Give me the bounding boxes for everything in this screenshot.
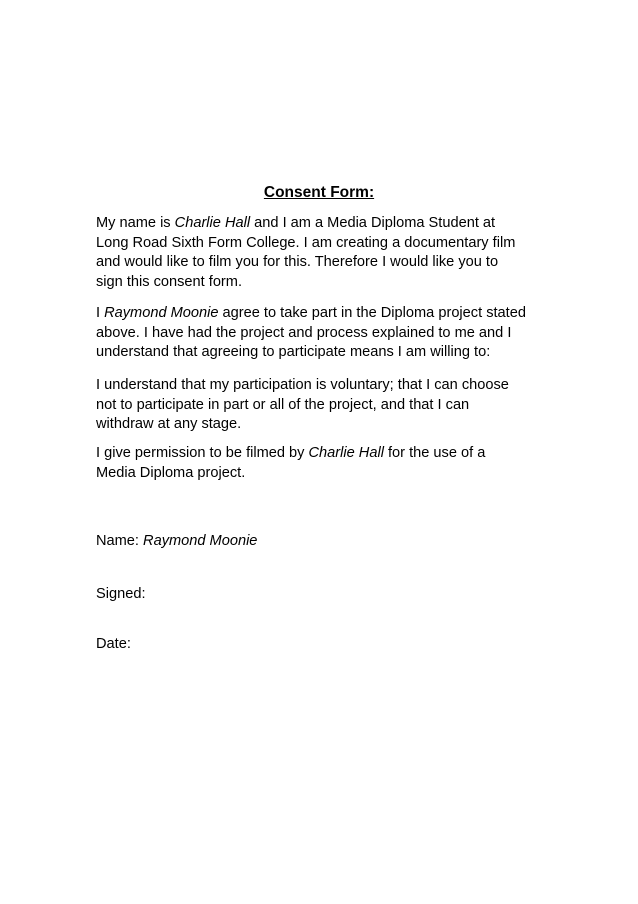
text-run: and I am a Media Diploma Student at <box>250 215 496 231</box>
text-line: sign this consent form. <box>96 273 243 290</box>
text-run: I <box>96 305 105 321</box>
text-run: I give permission to be filmed by <box>96 445 309 461</box>
signed-field <box>96 585 146 605</box>
text-run: for the use of a <box>383 445 486 461</box>
text-line: understand that agreeing to participate means I am willing to: <box>96 344 491 361</box>
permission-paragraph <box>96 444 556 483</box>
text-run: My name is <box>96 215 175 231</box>
name-label: Name: <box>96 533 144 549</box>
voluntary-paragraph <box>96 376 556 435</box>
name-field <box>96 532 257 552</box>
text-line: and would like to film you for this. Therefore I would like you to <box>96 254 499 271</box>
text-line: Media Diploma project. <box>96 464 246 481</box>
text-line: not to participate in part or all of the project, and that I can <box>96 396 470 413</box>
text-line: withdraw at any stage. <box>96 416 242 433</box>
text-line: above. I have had the project and process explained to me and I <box>96 324 512 341</box>
text-line <box>96 214 556 234</box>
text-line <box>96 444 556 464</box>
name-value: Raymond Moonie <box>143 533 258 549</box>
text-line <box>96 304 556 324</box>
text-line: I understand that my participation is voluntary; that I can choose <box>96 377 509 393</box>
page-title: Consent Form: <box>263 184 375 201</box>
text-run: agree to take part in the Diploma project stated <box>218 305 526 321</box>
signed-label: Signed: <box>96 586 146 602</box>
date-field <box>96 635 131 655</box>
intro-paragraph <box>96 214 556 292</box>
text-line: Long Road Sixth Form College. I am creating a documentary film <box>96 234 516 251</box>
participant-name: Raymond Moonie <box>104 305 219 321</box>
student-name: Charlie Hall <box>308 445 384 461</box>
student-name: Charlie Hall <box>174 215 251 231</box>
agreement-paragraph <box>96 304 556 363</box>
date-label: Date: <box>96 636 131 652</box>
